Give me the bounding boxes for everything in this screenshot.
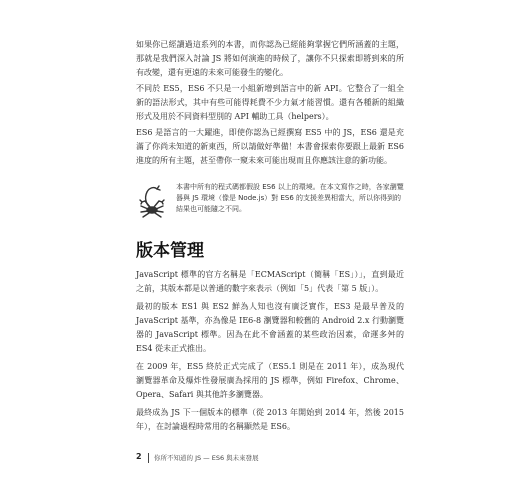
footer-divider [148,453,149,463]
note-callout [136,182,404,226]
intro-paragraph-3: ES6 是語言的一大躍進，即使你認為已經撰寫 ES5 中的 JS，ES6 還是充滿了你尚未知道的新東西，所以請做好準備！本書會探索你要跟上最新 ES6 進度的所有主題，甚至帶你一窺未來可能出現而且你應該注意的新功能。 [136,128,404,165]
intro-paragraph-2: 不同於 ES5，ES6 不只是一小組新增到語言中的新 API。它整合了一組全新的語法形式，其中有些可能得耗費不少力氣才能習慣。還有各種新的組織形式及用於不同資料型別的 API 輔助工具（helpers）。 [136,84,404,121]
section-heading: 版本管理 [136,241,204,261]
section-paragraph-4: 最終成為 JS 下一個版本的標準（從 2013 年開始到 2014 年，然後 2015 年），在討論過程時常用的名稱顯然是 ES6。 [136,408,404,431]
section-paragraph-3: 在 2009 年，ES5 終於正式完成了（ES5.1 則是在 2011 年），成為現代瀏覽器革命及爆炸性發展廣為採用的 JS 標準，例如 Firefox、Chrome、Opera、Safari 與其他許多瀏覽器。 [136,362,404,399]
section-paragraph-2: 最初的版本 ES1 與 ES2 鮮為人知也沒有廣泛實作，ES3 是最早普及的 JavaScript 基準，亦為像是 IE6-8 瀏覽器和較舊的 Android 2.x 行動瀏覽器的 JavaScript 標準。因為在此不會涵蓋的某些政治因素，命運多舛的 ES4 從未正式推出。 [136,302,404,353]
section-paragraph-1: JavaScript 標準的官方名稱是「ECMAScript（簡稱「ES」）」，直到最近之前，其版本都是以普通的數字來表示（例如「5」代表「第 5 版」）。 [136,270,404,293]
page-number: 2 [136,452,142,461]
intro-paragraph-1: 如果你已經讀過這系列的本書，而你認為已經能夠掌握它們所涵蓋的主題，那就是我們深入討論 JS 將如何演進的時候了，讓你不只探索即將到來的所有改變，還有更遠的未來可能發生的變化。 [136,40,404,77]
running-title: 你所不知道的 JS — ES6 與未來發展 [154,454,259,462]
note-text: 本書中所有的程式碼都假設 ES6 以上的環境。在本文寫作之時，各家瀏覽器與 JS 環境（像是 Node.js）對 ES6 的支援差異相當大，所以你得到的結果也可能隨之不同。 [176,183,404,213]
scorpion-icon [136,182,170,222]
